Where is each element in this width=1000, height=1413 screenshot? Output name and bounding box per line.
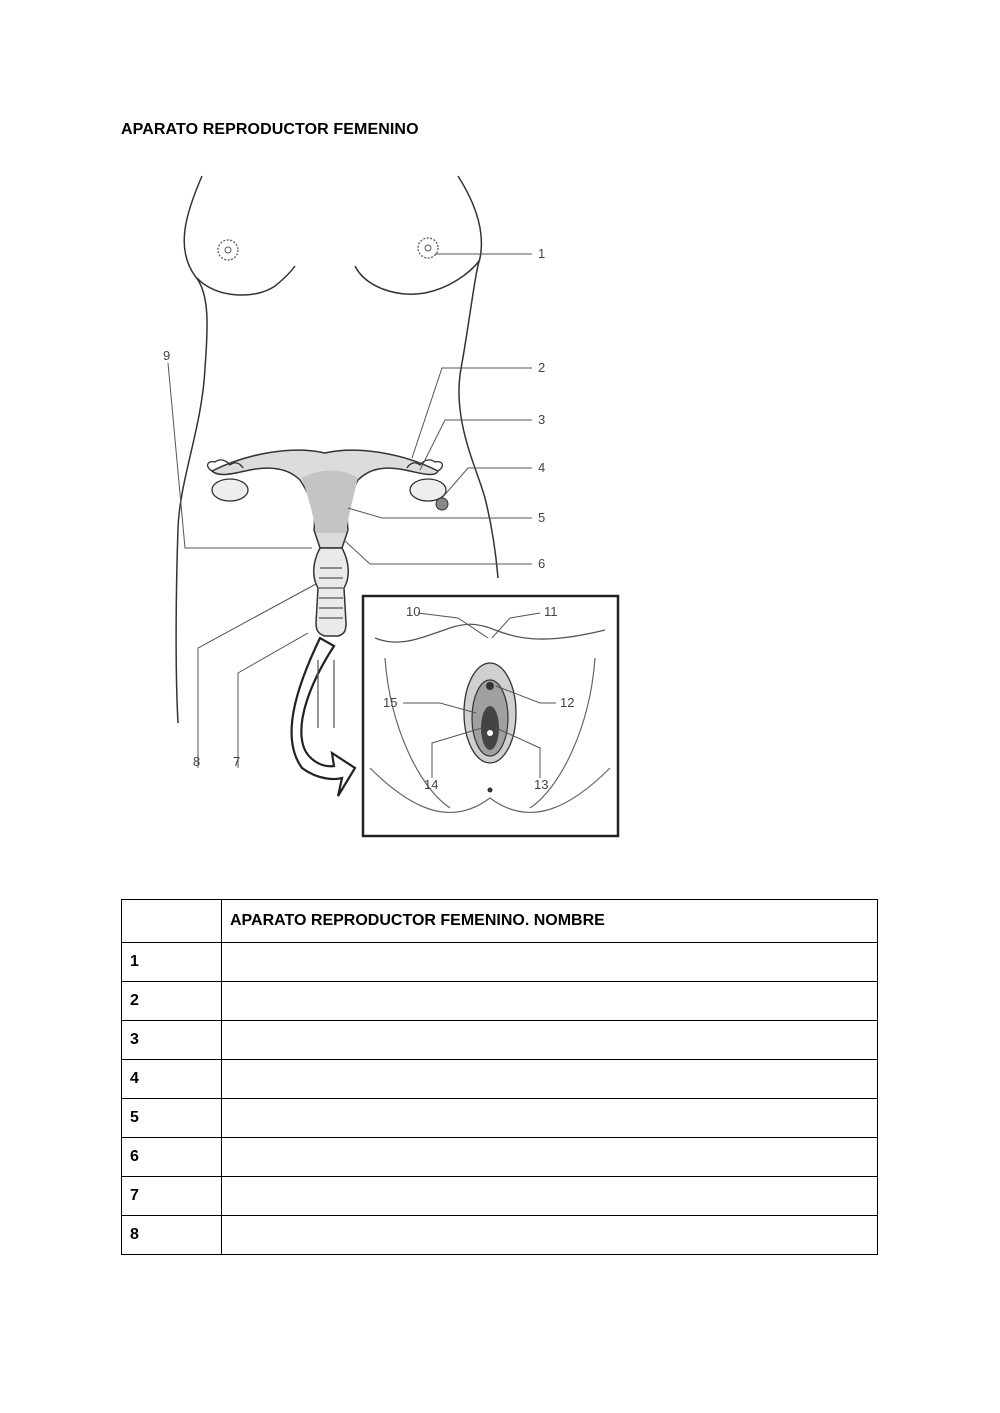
table-row bbox=[122, 1138, 878, 1177]
label-6: 6 bbox=[538, 556, 546, 571]
table-header-row bbox=[122, 900, 878, 943]
breasts bbox=[218, 238, 438, 260]
vulva-inset bbox=[363, 596, 618, 836]
row-number: 5 bbox=[122, 1099, 222, 1138]
answer-cell[interactable] bbox=[222, 1060, 878, 1099]
table-row bbox=[122, 1216, 878, 1255]
label-9: 9 bbox=[163, 348, 171, 363]
row-number: 2 bbox=[122, 982, 222, 1021]
table-row bbox=[122, 982, 878, 1021]
anatomy-figure bbox=[120, 168, 640, 848]
answer-table bbox=[121, 899, 878, 1255]
label-2: 2 bbox=[538, 360, 546, 375]
label-4: 4 bbox=[538, 460, 546, 475]
label-3: 3 bbox=[538, 412, 546, 427]
table-row bbox=[122, 943, 878, 982]
header-name-cell: APARATO REPRODUCTOR FEMENINO. NOMBRE bbox=[222, 900, 878, 943]
header-number-cell bbox=[122, 900, 222, 943]
label-14: 14 bbox=[424, 777, 439, 792]
row-number: 4 bbox=[122, 1060, 222, 1099]
row-number: 1 bbox=[122, 943, 222, 982]
answer-cell[interactable] bbox=[222, 1099, 878, 1138]
answer-cell[interactable] bbox=[222, 1177, 878, 1216]
label-12: 12 bbox=[560, 695, 575, 710]
zoom-arrow bbox=[292, 638, 355, 796]
table-row bbox=[122, 1177, 878, 1216]
answer-cell[interactable] bbox=[222, 943, 878, 982]
label-11: 11 bbox=[544, 604, 558, 619]
label-13: 13 bbox=[534, 777, 549, 792]
answer-cell[interactable] bbox=[222, 1021, 878, 1060]
label-15: 15 bbox=[383, 695, 398, 710]
row-number: 8 bbox=[122, 1216, 222, 1255]
row-number: 7 bbox=[122, 1177, 222, 1216]
row-number: 6 bbox=[122, 1138, 222, 1177]
answer-cell[interactable] bbox=[222, 1138, 878, 1177]
answer-cell[interactable] bbox=[222, 1216, 878, 1255]
row-number: 3 bbox=[122, 1021, 222, 1060]
label-10: 10 bbox=[406, 604, 421, 619]
answer-cell[interactable] bbox=[222, 982, 878, 1021]
table-row bbox=[122, 1021, 878, 1060]
label-5: 5 bbox=[538, 510, 546, 525]
label-1: 1 bbox=[538, 246, 546, 261]
label-8: 8 bbox=[193, 754, 201, 769]
table-row bbox=[122, 1099, 878, 1138]
label-7: 7 bbox=[233, 754, 241, 769]
table-row bbox=[122, 1060, 878, 1099]
page-title: APARATO REPRODUCTOR FEMENINO bbox=[121, 121, 419, 138]
